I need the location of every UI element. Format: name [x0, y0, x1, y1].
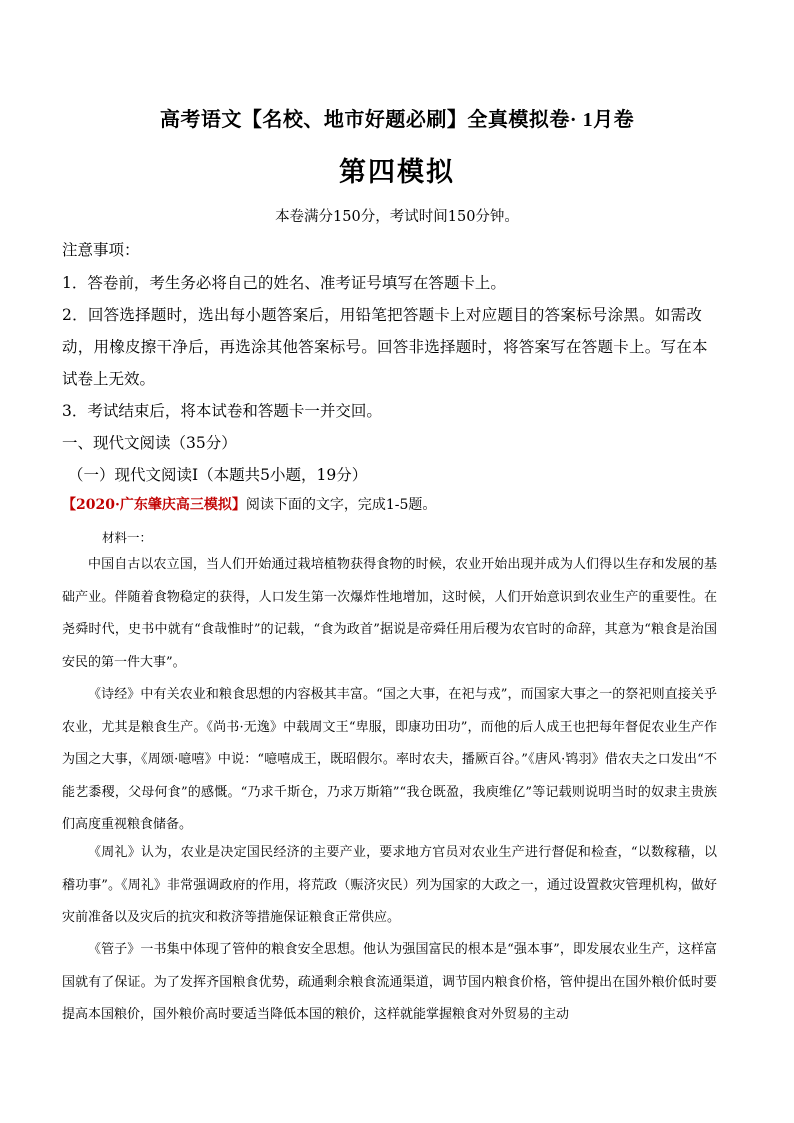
- passage-paragraph: 《周礼》认为，农业是决定国民经济的主要产业，要求地方官员对农业生产进行督促和检查，“以数稼穑，以稽功事”。《周礼》非常强调政府的作用，将荒政（赈济灾民）列为国家的大政之一，通过设置救灾管理机构，做好灾前准备以及灾后的抗灾和救济等措施保证粮食正常供应。: [62, 845, 717, 925]
- passage-paragraph: 中国自古以农立国，当人们开始通过栽培植物获得食物的时候，农业开始出现并成为人们得以生存和发展的基础产业。伴随着食物稳定的获得，人口发生第一次爆炸性地增加，这时候，人们开始意识到农业生产的重要性。在尧舜时代，史书中就有“食哉惟时”的记载，“食为政首”据说是帝舜任用后稷为农官时的命辞，其意为“粮食是治国安民的第一件大事”。: [62, 557, 717, 670]
- page-title: 第四模拟: [339, 157, 455, 188]
- notice-item-3: 3．考试结束后，将本试卷和答题卡一并交回。: [62, 402, 382, 420]
- source-tag: 【2020·广东肇庆高三模拟】: [62, 497, 246, 513]
- notice-item-1: 1．答卷前，考生务必将自己的姓名、准考证号填写在答题卡上。: [62, 274, 506, 292]
- series-title: 高考语文【名校、地市好题必刷】全真模拟卷· 1月卷: [159, 109, 635, 131]
- section-heading: 一、现代文阅读（35分）: [62, 434, 237, 452]
- subsection-heading: （一）现代文阅读Ⅰ（本题共5小题，19分）: [68, 466, 368, 484]
- reading-instruction: 阅读下面的文字，完成1-5题。: [245, 497, 437, 513]
- notice-item-2-line-2: 动，用橡皮擦干净后，再选涂其他答案标号。回答非选择题时，将答案写在答题卡上。写在本: [62, 338, 708, 356]
- notice-item-2-line-3: 试卷上无效。: [62, 370, 156, 388]
- question-source-line: [62, 494, 734, 514]
- material-label: 材料一：: [102, 530, 153, 545]
- passage-paragraph: 《诗经》中有关农业和粮食思想的内容极其丰富。“国之大事，在祀与戎”，而国家大事之一的祭祀则直接关乎农业，尤其是粮食生产。《尚书·无逸》中载周文王“卑服，即康功田功”，而他的后人成王也把每年督促农业生产作为国之大事，《周颂·噫嘻》中说：“噫嘻成王，既昭假尔。率时农夫，播厥百谷。”《唐风·鸨羽》借农夫之口发出“不能艺黍稷，父母何食”的感慨。“乃求千斯仓，乃求万斯箱”“我仓既盈，我庾维亿”等记载则说明当时的奴隶主贵族们高度重视粮食储备。: [62, 687, 717, 832]
- notice-heading: 注意事项：: [62, 241, 140, 259]
- exam-info: 本卷满分150分，考试时间150分钟。: [275, 209, 519, 225]
- notice-item-2-line-1: 2．回答选择题时，选出每小题答案后，用铅笔把答题卡上对应题目的答案标号涂黑。如需改: [62, 306, 703, 324]
- passage-paragraph: 《管子》一书集中体现了管仲的粮食安全思想。他认为强国富民的根本是“强本事”，即发展农业生产，这样富国就有了保证。为了发挥齐国粮食优势，疏通剩余粮食流通渠道，调节国内粮食价格，管仲提出在国外粮价低时要提高本国粮价，国外粮价高时要适当降低本国的粮价，这样就能掌握粮食对外贸易的主动: [62, 942, 717, 1022]
